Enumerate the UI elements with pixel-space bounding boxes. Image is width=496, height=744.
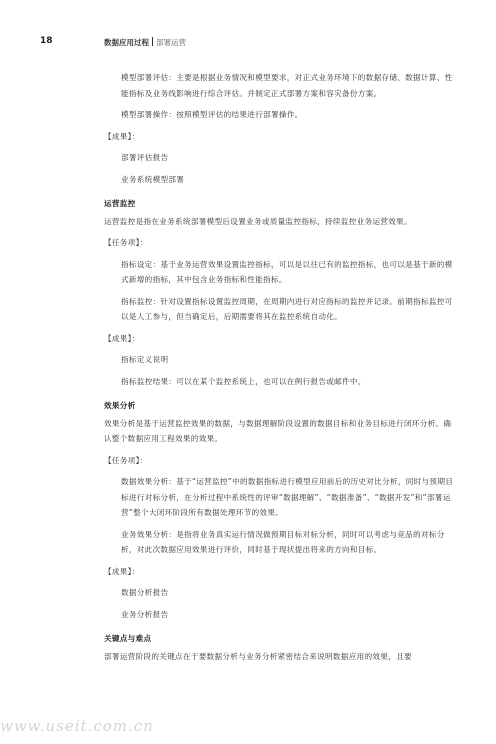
indented-paragraph: 指标监控：针对设置指标设置监控周期，在周期内进行对应指标的监控并记录。前期指标监控可以是人工参与，但当确定后，后期需要将其在监控系统自动化。	[121, 296, 453, 321]
indented-paragraph: 模型部署操作：按照模型评估的结果进行部署操作。	[121, 110, 303, 119]
running-head-divider	[152, 37, 153, 46]
chapter-subtitle: 部署运营	[156, 38, 186, 47]
paragraph: 【成果】：	[104, 566, 140, 576]
paragraph: 部署运营阶段的关键点在于要数据分析与业务分析紧密结合来说明数据应用的效果，且要	[104, 651, 412, 661]
chapter-title: 数据应用过程	[104, 38, 149, 47]
indented-paragraph: 指标设定：基于业务运营效果设置监控指标，可以是以往已有的监控指标，也可以是基于新的模式新增的指标，其中包含业务指标和性能指标。	[121, 259, 453, 284]
indented-paragraph: 指标监控结果：可以在某个监控系统上，也可以在例行报告或邮件中。	[121, 376, 366, 386]
indented-paragraph: 业务分析报告	[121, 609, 169, 619]
indented-paragraph: 业务效果分析：是指将业务真实运行情况做预期目标对标分析，同时可以考虑与竞品的对标分析，对此次数据应用效果进行评价，同时基于现状提出将来的方向和目标。	[121, 529, 445, 554]
paragraph: 效果分析是基于运营监控效果的数据，与数据理解阶段设置的数据目标和业务目标进行闭环分析。确认整个数据应用工程效果的效果。	[104, 418, 452, 443]
indented-paragraph: 指标定义说明	[121, 355, 169, 364]
section-heading: 关键点与难点	[104, 634, 152, 643]
section-heading: 运营监控	[104, 199, 136, 208]
running-head	[104, 37, 186, 48]
paragraph: 运营监控是指在业务系统部署模型后设置业务或质量监控指标，持续监控业务运营效果。	[104, 216, 412, 226]
section-heading: 效果分析	[104, 401, 136, 410]
body-text	[104, 70, 456, 670]
indented-paragraph: 部署评估报告	[121, 153, 169, 162]
watermark: www.useit.com.cn	[0, 717, 154, 735]
paragraph: 【成果】：	[104, 333, 140, 343]
page-number: 18	[40, 36, 53, 46]
indented-paragraph: 业务系统模型部署	[121, 174, 185, 184]
paragraph: 【任务项】：	[104, 455, 148, 465]
indented-paragraph: 数据效果分析：基于“运营监控”中的数据指标进行模型应用前后的历史对比分析，同时与预期目标进行对标分析，在分析过程中系统性的评审“数据理解”、“数据准备”、“数据开发”和“部署运营”整个大闭环阶段所有数据处理环节的效果。	[121, 477, 454, 517]
paragraph: 【任务项】：	[104, 238, 148, 247]
paragraph: 【成果】：	[104, 131, 140, 141]
indented-paragraph: 模型部署评估：主要是根据业务情况和模型要求，对正式业务环境下的数据存储、数据计算、性能指标及业务线影响进行综合评估。并制定正式部署方案和容灾备份方案。	[121, 73, 453, 98]
indented-paragraph: 数据分析报告	[121, 588, 169, 597]
page-header	[0, 36, 496, 52]
